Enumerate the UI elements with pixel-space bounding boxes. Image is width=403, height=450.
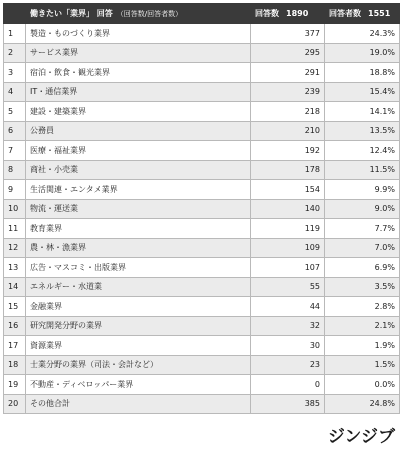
- table-row: [4, 375, 400, 395]
- industry-cell: 農・林・漁業界: [26, 238, 251, 258]
- percent-cell: 11.5%: [325, 160, 400, 180]
- rank-cell: 18: [4, 355, 26, 375]
- table-row: [4, 141, 400, 161]
- count-cell: 44: [251, 297, 325, 317]
- count-cell: 291: [251, 63, 325, 83]
- percent-cell: 19.0%: [325, 43, 400, 63]
- rank-cell: 8: [4, 160, 26, 180]
- table-body: [4, 24, 400, 414]
- rank-cell: 15: [4, 297, 26, 317]
- header-rank-cell: [4, 4, 26, 24]
- rank-cell: 11: [4, 219, 26, 239]
- count-cell: 210: [251, 121, 325, 141]
- header-row: [4, 4, 400, 24]
- header-respondents-label: 回答者数: [329, 9, 361, 18]
- industry-cell: 広告・マスコミ・出版業界: [26, 258, 251, 278]
- table-row: [4, 199, 400, 219]
- industry-cell: 医療・福祉業界: [26, 141, 251, 161]
- table-row: [4, 238, 400, 258]
- percent-cell: 9.0%: [325, 199, 400, 219]
- header-count-cell: [251, 4, 325, 24]
- table-row: [4, 258, 400, 278]
- count-cell: 154: [251, 180, 325, 200]
- percent-cell: 2.1%: [325, 316, 400, 336]
- rank-cell: 14: [4, 277, 26, 297]
- table-row: [4, 355, 400, 375]
- industry-cell: 製造・ものづくり業界: [26, 24, 251, 44]
- percent-cell: 3.5%: [325, 277, 400, 297]
- percent-cell: 15.4%: [325, 82, 400, 102]
- count-cell: 377: [251, 24, 325, 44]
- count-cell: 239: [251, 82, 325, 102]
- table-row: [4, 121, 400, 141]
- industry-cell: 士業分野の業界（司法・会計など）: [26, 355, 251, 375]
- header-title-cell: [26, 4, 251, 24]
- count-cell: 119: [251, 219, 325, 239]
- count-cell: 32: [251, 316, 325, 336]
- count-cell: 109: [251, 238, 325, 258]
- results-table: [3, 3, 400, 414]
- rank-cell: 5: [4, 102, 26, 122]
- rank-cell: 13: [4, 258, 26, 278]
- table-row: [4, 160, 400, 180]
- industry-cell: 金融業界: [26, 297, 251, 317]
- table-row: [4, 219, 400, 239]
- industry-cell: 物流・運送業: [26, 199, 251, 219]
- percent-cell: 7.0%: [325, 238, 400, 258]
- count-cell: 178: [251, 160, 325, 180]
- table-row: [4, 24, 400, 44]
- percent-cell: 24.8%: [325, 394, 400, 414]
- rank-cell: 10: [4, 199, 26, 219]
- count-cell: 140: [251, 199, 325, 219]
- header-count-label: 回答数: [255, 9, 279, 18]
- rank-cell: 6: [4, 121, 26, 141]
- percent-cell: 9.9%: [325, 180, 400, 200]
- percent-cell: 6.9%: [325, 258, 400, 278]
- count-cell: 23: [251, 355, 325, 375]
- brand-logo: ジンジブ: [327, 427, 395, 447]
- rank-cell: 3: [4, 63, 26, 83]
- count-cell: 385: [251, 394, 325, 414]
- table-row: [4, 82, 400, 102]
- industry-cell: 資源業界: [26, 336, 251, 356]
- industry-cell: 商社・小売業: [26, 160, 251, 180]
- industry-cell: 公務員: [26, 121, 251, 141]
- header-respondents-cell: [325, 4, 400, 24]
- industry-cell: その他合計: [26, 394, 251, 414]
- table-row: [4, 102, 400, 122]
- rank-cell: 16: [4, 316, 26, 336]
- percent-cell: 1.9%: [325, 336, 400, 356]
- percent-cell: 14.1%: [325, 102, 400, 122]
- percent-cell: 2.8%: [325, 297, 400, 317]
- industry-cell: 生活関連・エンタメ業界: [26, 180, 251, 200]
- table-row: [4, 277, 400, 297]
- count-cell: 218: [251, 102, 325, 122]
- industry-cell: 不動産・ディベロッパー業界: [26, 375, 251, 395]
- count-cell: 55: [251, 277, 325, 297]
- table-row: [4, 336, 400, 356]
- industry-cell: 宿泊・飲食・観光業界: [26, 63, 251, 83]
- count-cell: 192: [251, 141, 325, 161]
- header-respondents-total: 1551: [368, 9, 391, 18]
- percent-cell: 13.5%: [325, 121, 400, 141]
- header-subtitle: （回答数/回答者数）: [116, 10, 183, 18]
- rank-cell: 12: [4, 238, 26, 258]
- count-cell: 107: [251, 258, 325, 278]
- table-row: [4, 394, 400, 414]
- percent-cell: 1.5%: [325, 355, 400, 375]
- table-row: [4, 297, 400, 317]
- percent-cell: 0.0%: [325, 375, 400, 395]
- percent-cell: 18.8%: [325, 63, 400, 83]
- table-row: [4, 43, 400, 63]
- header-count-total: 1890: [286, 9, 309, 18]
- rank-cell: 17: [4, 336, 26, 356]
- count-cell: 30: [251, 336, 325, 356]
- rank-cell: 20: [4, 394, 26, 414]
- count-cell: 295: [251, 43, 325, 63]
- industry-cell: 研究開発分野の業界: [26, 316, 251, 336]
- table-row: [4, 63, 400, 83]
- industry-cell: エネルギー・水道業: [26, 277, 251, 297]
- rank-cell: 1: [4, 24, 26, 44]
- header-title: 働きたい「業界」 回答: [30, 9, 113, 18]
- percent-cell: 24.3%: [325, 24, 400, 44]
- rank-cell: 7: [4, 141, 26, 161]
- industry-cell: IT・通信業界: [26, 82, 251, 102]
- industry-cell: サービス業界: [26, 43, 251, 63]
- rank-cell: 9: [4, 180, 26, 200]
- count-cell: 0: [251, 375, 325, 395]
- rank-cell: 4: [4, 82, 26, 102]
- industry-cell: 建設・建築業界: [26, 102, 251, 122]
- percent-cell: 12.4%: [325, 141, 400, 161]
- table-row: [4, 316, 400, 336]
- table-header: [4, 4, 400, 24]
- rank-cell: 19: [4, 375, 26, 395]
- industry-cell: 教育業界: [26, 219, 251, 239]
- rank-cell: 2: [4, 43, 26, 63]
- percent-cell: 7.7%: [325, 219, 400, 239]
- table-row: [4, 180, 400, 200]
